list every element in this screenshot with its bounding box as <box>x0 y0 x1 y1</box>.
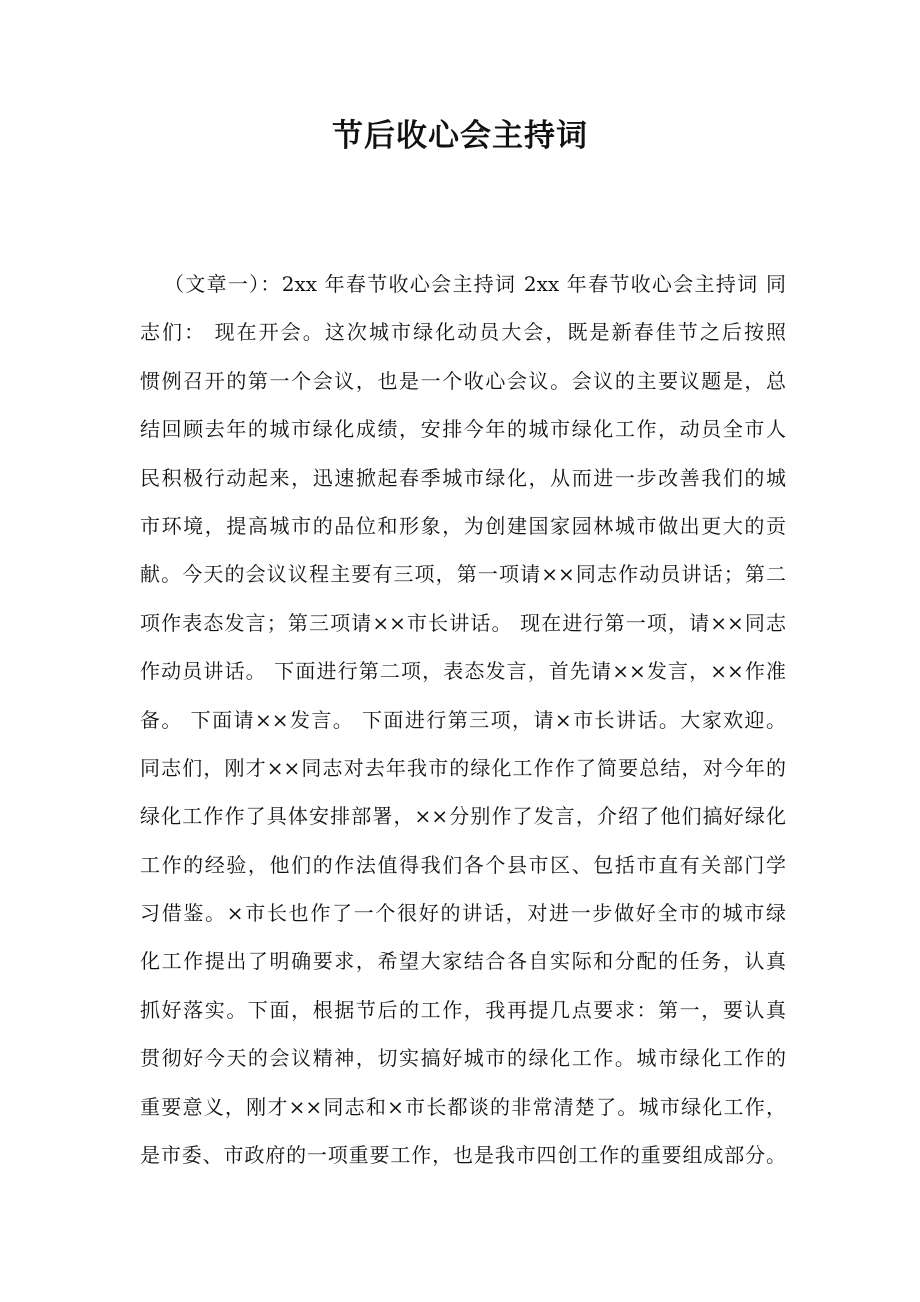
text-line: 项作表态发言；第三项请××市长讲话。 现在进行第一项，请××同志 <box>140 610 786 635</box>
text-line: 备。 下面请××发言。 下面进行第三项，请×市长讲话。大家欢迎。 <box>140 707 786 732</box>
text-line: 市环境，提高城市的品位和形象，为创建国家园林城市做出更大的贡 <box>140 513 786 538</box>
document-body <box>140 260 786 1179</box>
text-line: 志们： 现在开会。这次城市绿化动员大会，既是新春佳节之后按照 <box>140 320 786 345</box>
text-line: 是市委、市政府的一项重要工作，也是我市四创工作的重要组成部分。 <box>140 1143 786 1168</box>
text-line: 结回顾去年的城市绿化成绩，安排今年的城市绿化工作，动员全市人 <box>140 417 786 442</box>
text-line: 工作的经验，他们的作法值得我们各个县市区、包括市直有关部门学 <box>140 852 786 877</box>
text-line: （文章一）：2xx 年春节收心会主持词 2xx 年春节收心会主持词 同 <box>164 272 786 296</box>
text-line: 重要意义，刚才××同志和×市长都谈的非常清楚了。城市绿化工作， <box>140 1094 786 1119</box>
text-line: 民积极行动起来，迅速掀起春季城市绿化，从而进一步改善我们的城 <box>140 465 786 490</box>
text-line: 习借鉴。×市长也作了一个很好的讲话，对进一步做好全市的城市绿 <box>140 901 786 926</box>
text-line: 惯例召开的第一个会议，也是一个收心会议。会议的主要议题是，总 <box>140 368 786 393</box>
document-title: 节后收心会主持词 <box>332 118 588 154</box>
text-line: 同志们，刚才××同志对去年我市的绿化工作作了简要总结，对今年的 <box>140 755 786 780</box>
text-line: 作动员讲话。 下面进行第二项，表态发言，首先请××发言，××作准 <box>140 659 786 684</box>
text-line: 化工作提出了明确要求，希望大家结合各自实际和分配的任务，认真 <box>140 949 786 974</box>
text-line: 献。今天的会议议程主要有三项，第一项请××同志作动员讲话；第二 <box>140 562 786 587</box>
text-line: 贯彻好今天的会议精神，切实搞好城市的绿化工作。城市绿化工作的 <box>140 1046 786 1071</box>
text-line: 抓好落实。下面，根据节后的工作，我再提几点要求：第一，要认真 <box>140 997 786 1022</box>
text-line: 绿化工作作了具体安排部署，××分别作了发言，介绍了他们搞好绿化 <box>140 804 786 829</box>
